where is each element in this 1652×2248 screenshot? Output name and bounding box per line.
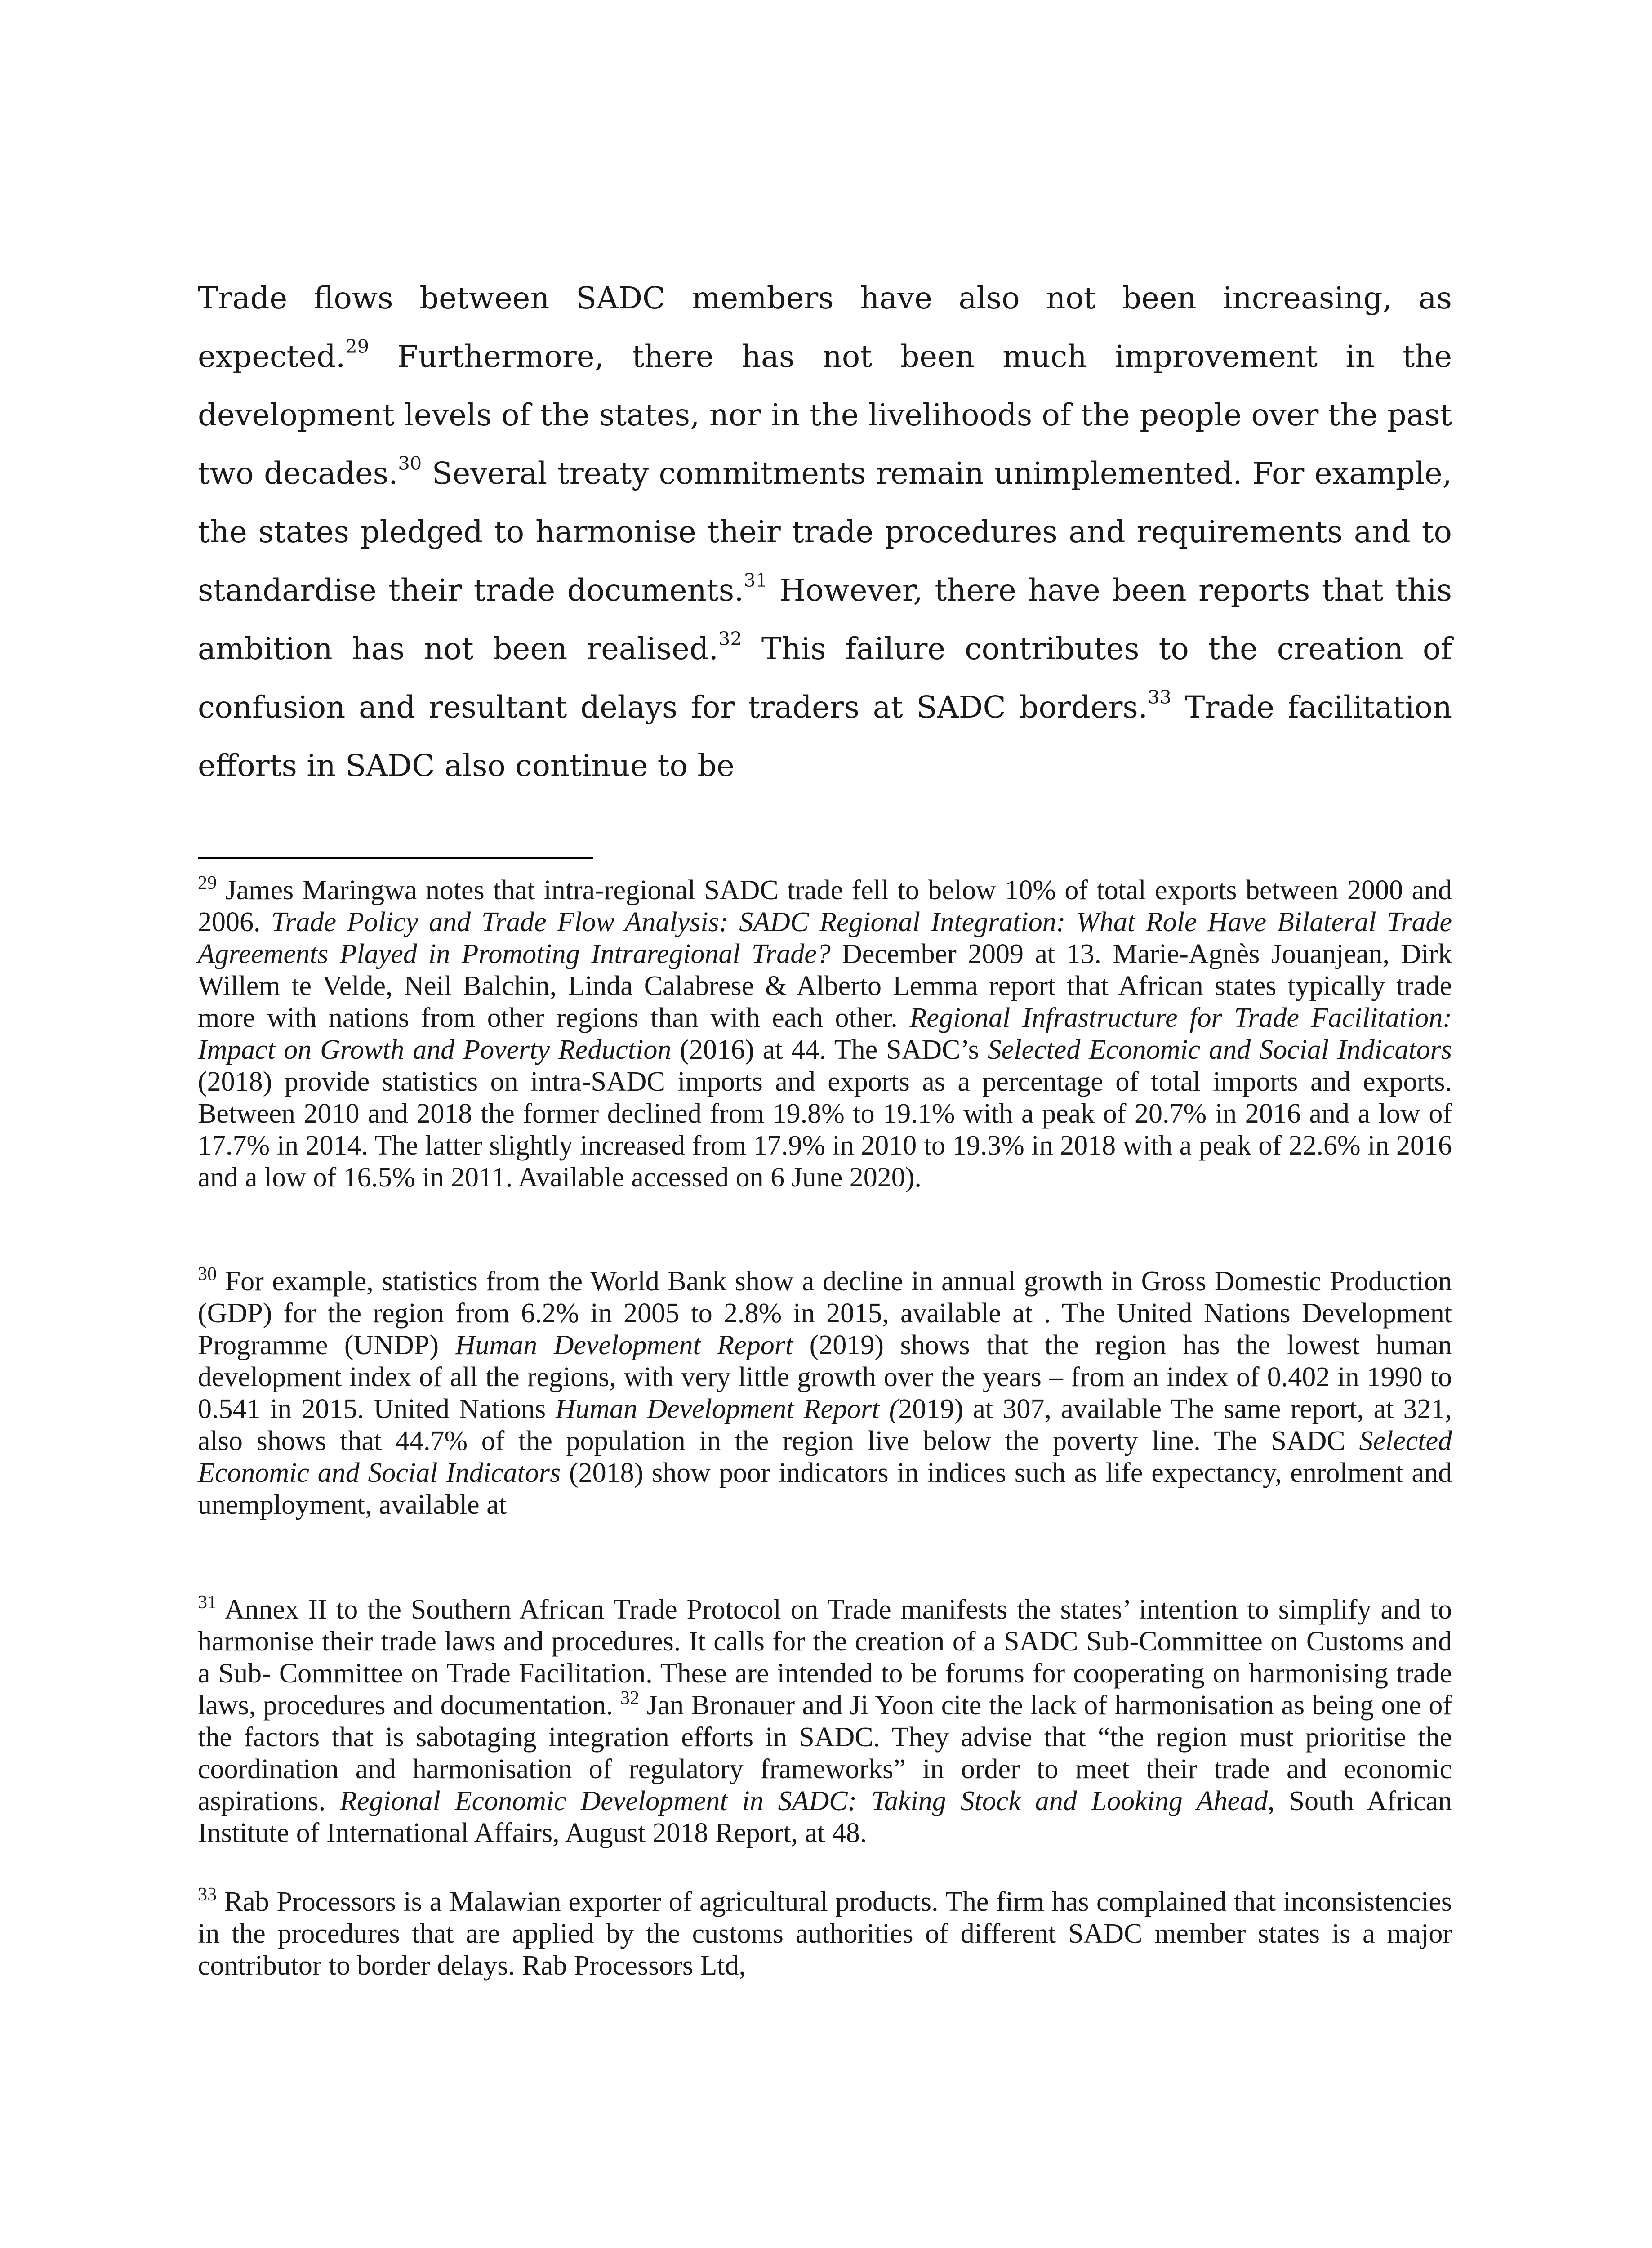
footnote-text: Rab Processors is a Malawian exporter of agricultural products. The firm has complained that inconsistencies in the procedures that are applied by the customs authorities of different SADC member states is a major contributor to border delays. Rab Processors Ltd, bbox=[198, 1887, 1452, 1981]
footnote-text: 2019) at 307, available The same report, at 321, also shows that 44.7% of the population in the region live below the poverty line. The SADC bbox=[198, 1394, 1452, 1456]
footnote-ref-29[interactable]: 29 bbox=[345, 335, 370, 357]
footnote-text: (2018) provide statistics on intra-SADC imports and exports as a percentage of total imports and exports. Between 2010 and 2018 the former declined from 19.8% to 19.1% with a peak of 20.7% in 2016 and a low of 17.7% in 2014. The latter slightly increased from 17.9% in 2010 to 19.3% in 2018 with a peak of 22.6% in 2016 and a low of 16.5% in 2011. Available accessed on 6 June 2020). bbox=[198, 1066, 1452, 1193]
footnote-30 bbox=[198, 1263, 1452, 1521]
footnote-number: 31 bbox=[198, 1591, 217, 1613]
body-sentence: Several treaty commitments remain unimplemented. For example, the states pledged to harmonise their trade procedures and requirements and to standardise their trade documents. bbox=[198, 456, 1452, 608]
footnote-text: (2016) at 44. The SADC’s bbox=[671, 1035, 988, 1065]
footnote-number: 33 bbox=[198, 1883, 217, 1905]
footnote-separator bbox=[198, 857, 593, 859]
body-paragraph bbox=[198, 269, 1452, 795]
footnote-text: , South African Institute of International Affairs, August 2018 Report, at 48. bbox=[198, 1786, 1452, 1848]
footnote-ref-32[interactable]: 32 bbox=[718, 627, 742, 650]
body-sentence: Trade facilitation efforts in SADC also continue to be bbox=[198, 690, 1452, 783]
footnote-33 bbox=[198, 1883, 1452, 1982]
footnote-italic-title: Regional Economic Development in SADC: Taking Stock and Looking Ahead bbox=[340, 1786, 1268, 1816]
body-sentence: Furthermore, there has not been much improvement in the development levels of the states, nor in the livelihoods of the people over the past two decades. bbox=[198, 339, 1452, 491]
body-sentence: However, there have been reports that this ambition has not been realised. bbox=[198, 573, 1452, 666]
footnote-ref-30[interactable]: 30 bbox=[398, 452, 422, 474]
footnote-number: 29 bbox=[198, 872, 217, 893]
body-sentence: This failure contributes to the creation of confusion and resultant delays for traders at SADC borders. bbox=[198, 631, 1452, 725]
footnote-29 bbox=[198, 874, 1452, 1194]
footnote-text: (2018) show poor indicators in indices such as life expectancy, enrolment and unemployment, available at bbox=[198, 1458, 1452, 1520]
footnote-italic-title: Human Development Report bbox=[455, 1330, 793, 1360]
footnote-text: December 2009 at 13. Marie-Agnès Jouanjean, Dirk Willem te Velde, Neil Balchin, Linda Calabrese & Alberto Lemma report that African states typically trade more with nations from other regions than with each other. bbox=[198, 939, 1452, 1033]
footnote-number: 30 bbox=[198, 1263, 217, 1285]
footnote-ref-33[interactable]: 33 bbox=[1148, 686, 1171, 708]
footnote-number: 32 bbox=[620, 1687, 640, 1708]
footnote-text: For example, statistics from the World Bank show a decline in annual growth in Gross Domestic Production (GDP) for the region from 6.2% in 2005 to 2.8% in 2015, available at . The United Nations Development Programme (UNDP) bbox=[198, 1266, 1452, 1360]
footnote-text: (2019) shows that the region has the lowest human development index of all the regions, with very little growth over the years – from an index of 0.402 in 1990 to 0.541 in 2015. United Nations bbox=[198, 1330, 1452, 1424]
footnote-italic-title: Regional Infrastructure for Trade Facilitation: Impact on Growth and Poverty Reduction bbox=[198, 1003, 1452, 1065]
body-sentence: Trade flows between SADC members have also not been increasing, as expected. bbox=[198, 281, 1452, 374]
footnote-italic-title: Selected Economic and Social Indicators bbox=[198, 1426, 1452, 1488]
footnote-italic-title: Selected Economic and Social Indicators bbox=[987, 1035, 1452, 1065]
footnote-italic-title: Trade Policy and Trade Flow Analysis: SADC Regional Integration: What Role Have Bilateral Trade Agreements Played in Promoting Intraregional Trade? bbox=[198, 907, 1452, 969]
footnote-text: James Maringwa notes that intra-regional SADC trade fell to below 10% of total exports between 2000 and 2006. bbox=[198, 875, 1452, 937]
footnote-text: Jan Bronauer and Ji Yoon cite the lack of harmonisation as being one of the factors that is sabotaging integration efforts in SADC. They advise that “the region must prioritise the coordination and harmonisation of regulatory frameworks” in order to meet their trade and economic aspirations. bbox=[198, 1690, 1452, 1816]
footnote-31 bbox=[198, 1591, 1452, 1849]
footnote-ref-31[interactable]: 31 bbox=[744, 569, 768, 591]
footnote-italic-title: Human Development Report ( bbox=[555, 1394, 899, 1424]
body-text bbox=[198, 269, 1452, 795]
footnote-text: Annex II to the Southern African Trade Protocol on Trade manifests the states’ intention to simplify and to harmonise their trade laws and procedures. It calls for the creation of a SADC Sub-Committee on Customs and a Sub- Committee on Trade Facilitation. These are intended to be forums for cooperating on harmonising trade laws, procedures and documentation. bbox=[198, 1594, 1452, 1721]
